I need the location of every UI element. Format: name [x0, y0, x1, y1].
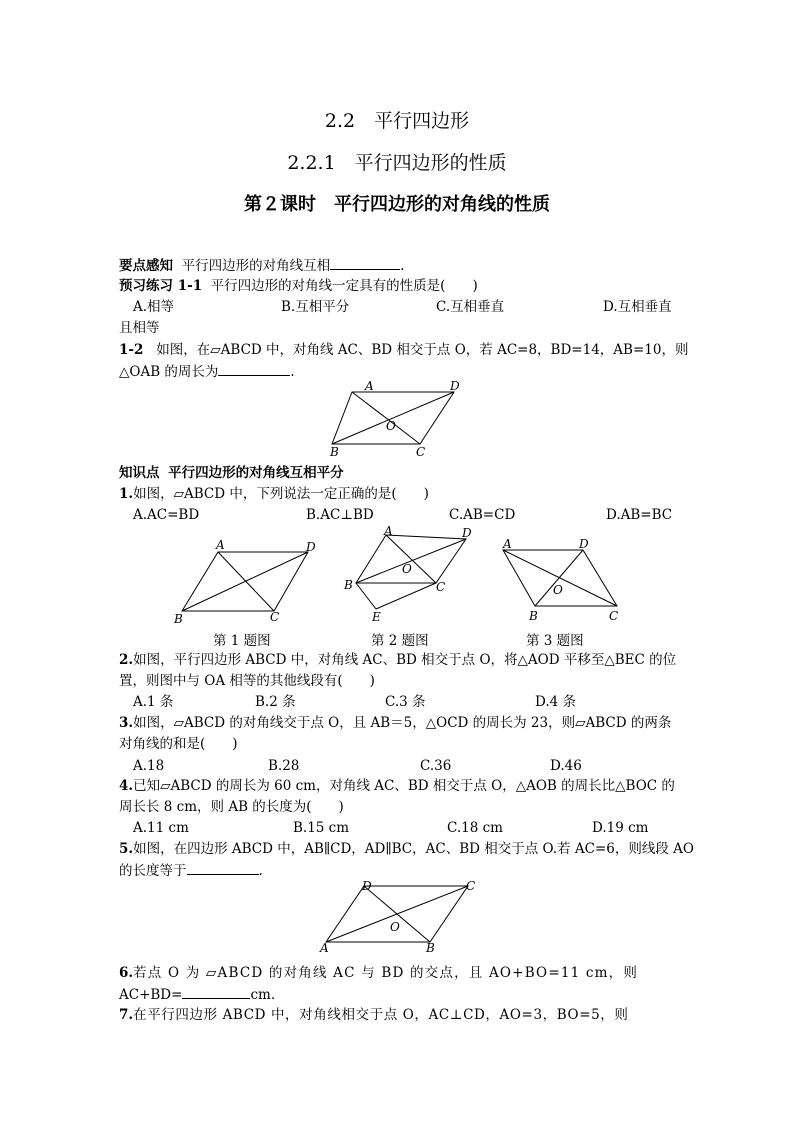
answer-blank	[218, 361, 290, 376]
question-5	[119, 839, 694, 859]
q5-end: .	[258, 863, 263, 879]
q6-text2: AC+BD=	[119, 987, 183, 1003]
fig-label-o: O	[386, 419, 396, 433]
q2-option-d: D.4 条	[535, 694, 577, 710]
q4-option-a: A.11 cm	[133, 820, 189, 836]
question-7	[119, 1005, 629, 1025]
preview-1-2	[119, 340, 688, 360]
section-title: 2.2 平行四边形	[324, 110, 470, 132]
answer-blank	[182, 984, 250, 999]
figure-q1	[170, 535, 320, 630]
q3-text: 如图，▱ABCD 的对角线交于点 O，且 AB＝5，△OCD 的周长为 23，则▱ABCD 的两条	[133, 715, 672, 731]
question-3	[119, 713, 671, 733]
fig2-label-a: A	[384, 524, 393, 538]
preview-1-1-text: 平行四边形的对角线一定具有的性质是( )	[210, 278, 478, 294]
q6-num: 6.	[119, 965, 134, 981]
knowledge-heading	[119, 463, 344, 483]
subsection-title: 2.2.1 平行四边形的性质	[287, 152, 507, 174]
fig3-label-c: C	[609, 609, 619, 623]
fig5-label-d: D	[362, 879, 372, 893]
option-d: D.互相垂直	[603, 299, 672, 315]
q4-option-d: D.19 cm	[592, 820, 649, 836]
option-c: C.互相垂直	[436, 299, 505, 315]
option-b: B.互相平分	[281, 299, 350, 315]
caption-fig1: 第 1 题图	[213, 633, 271, 649]
q2-option-b: B.2 条	[255, 694, 296, 710]
fig2-label-c: C	[436, 580, 446, 594]
fig-label-c: C	[416, 445, 426, 458]
q4-num: 4.	[119, 778, 134, 794]
fig1-label-d: D	[306, 540, 316, 554]
q7-text: 在平行四边形 ABCD 中，对角线相交于点 O，AC⊥CD，AO=3，BO=5，则	[133, 1007, 629, 1023]
q1-option-c: C.AB=CD	[449, 507, 516, 523]
q1-option-d: D.AB=BC	[606, 507, 673, 523]
preview-1-2-text2: △OAB 的周长为	[119, 364, 219, 380]
fig5-label-c: C	[466, 879, 476, 893]
knowledge-label: 知识点	[119, 465, 160, 481]
figure-q3	[495, 530, 630, 625]
lesson-title: 第２课时 平行四边形的对角线的性质	[244, 194, 550, 215]
preview-1-1-label: 预习练习 1-1	[119, 278, 203, 294]
fig5-label-o: O	[390, 920, 400, 934]
option-d-continuation: 且相等	[119, 320, 160, 336]
fig2-label-o: O	[402, 562, 412, 576]
q3-option-a: A.18	[133, 758, 165, 774]
question-4-line2: 周长长 8 cm，则 AB 的长度为( )	[119, 799, 344, 815]
option-a: A.相等	[133, 299, 175, 315]
q3-option-b: B.28	[268, 758, 300, 774]
q3-num: 3.	[119, 715, 134, 731]
fig2-label-b: B	[344, 578, 353, 592]
fig2-label-e: E	[372, 610, 381, 623]
q4-option-b: B.15 cm	[293, 820, 350, 836]
key-point-text: 平行四边形的对角线互相	[181, 258, 331, 274]
preview-1-2-text: 如图，在▱ABCD 中，对角线 AC、BD 相交于点 O，若 AC=8，BD=14，AB=10，则	[156, 342, 689, 358]
q6-text: 若点 O 为 ▱ABCD 的对角线 AC 与 BD 的交点，且 AO+BO=11 cm，则	[133, 965, 639, 981]
q2-num: 2.	[119, 652, 134, 668]
fig1-label-b: B	[174, 612, 183, 626]
q1-num: 1.	[119, 486, 134, 502]
figure-preview-1-2	[320, 378, 470, 458]
q3-option-d: D.46	[550, 758, 582, 774]
fig3-label-o: O	[553, 583, 563, 597]
q7-num: 7.	[119, 1007, 134, 1023]
caption-fig2: 第 2 题图	[371, 633, 429, 649]
figure-q2	[340, 523, 475, 623]
question-2	[119, 650, 676, 670]
answer-blank	[187, 860, 259, 875]
preview-1-2-end: .	[290, 364, 295, 380]
fig5-label-b: B	[426, 941, 435, 955]
fig2-label-d: D	[462, 526, 472, 540]
key-point-end: .	[400, 258, 405, 274]
preview-1-1	[119, 276, 478, 296]
q6-end: cm.	[250, 987, 276, 1003]
q5-text: 如图，在四边形 ABCD 中，AB∥CD，AD∥BC，AC、BD 相交于点 O.若 AC=6，则线段 AO	[133, 841, 694, 857]
caption-fig3: 第 3 题图	[526, 633, 584, 649]
q1-option-a: A.AC=BD	[133, 507, 200, 523]
fig5-label-a: A	[320, 941, 329, 955]
key-point-label: 要点感知	[119, 258, 173, 274]
q1-text: 如图，▱ABCD 中，下列说法一定正确的是( )	[133, 486, 429, 502]
fig-label-d: D	[450, 379, 460, 393]
fig-label-a: A	[365, 379, 374, 393]
fig3-label-b: B	[529, 609, 538, 623]
q2-option-c: C.3 条	[385, 694, 426, 710]
question-6-line2	[119, 984, 275, 1005]
preview-1-2-line2	[119, 361, 295, 382]
q5-num: 5.	[119, 841, 134, 857]
fig1-label-c: C	[270, 610, 280, 624]
question-2-line2: 置，则图中与 OA 相等的其他线段有( )	[119, 673, 375, 689]
q1-option-b: B.AC⊥BD	[306, 507, 374, 523]
preview-1-2-label: 1-2	[119, 342, 144, 358]
fig-label-b: B	[330, 445, 339, 458]
q4-text: 已知▱ABCD 的周长为 60 cm，对角线 AC、BD 相交于点 O，△AOB 的周长比△BOC 的	[133, 778, 675, 794]
fig3-label-d: D	[579, 537, 589, 551]
question-4	[119, 776, 675, 796]
answer-blank	[330, 255, 400, 270]
fig3-label-a: A	[503, 537, 512, 551]
q2-text: 如图，平行四边形 ABCD 中，对角线 AC、BD 相交于点 O，将△AOD 平移至△BEC 的位	[133, 652, 677, 668]
q4-option-c: C.18 cm	[447, 820, 503, 836]
question-6	[119, 963, 675, 983]
q5-text2: 的长度等于	[119, 863, 187, 879]
figure-q5	[316, 876, 481, 956]
q3-option-c: C.36	[420, 758, 452, 774]
key-point	[119, 255, 404, 276]
question-1	[119, 484, 429, 504]
question-5-line2	[119, 860, 263, 881]
knowledge-title: 平行四边形的对角线互相平分	[168, 465, 344, 481]
fig1-label-a: A	[216, 538, 225, 552]
question-3-line2: 对角线的和是( )	[119, 736, 238, 752]
q2-option-a: A.1 条	[133, 694, 174, 710]
